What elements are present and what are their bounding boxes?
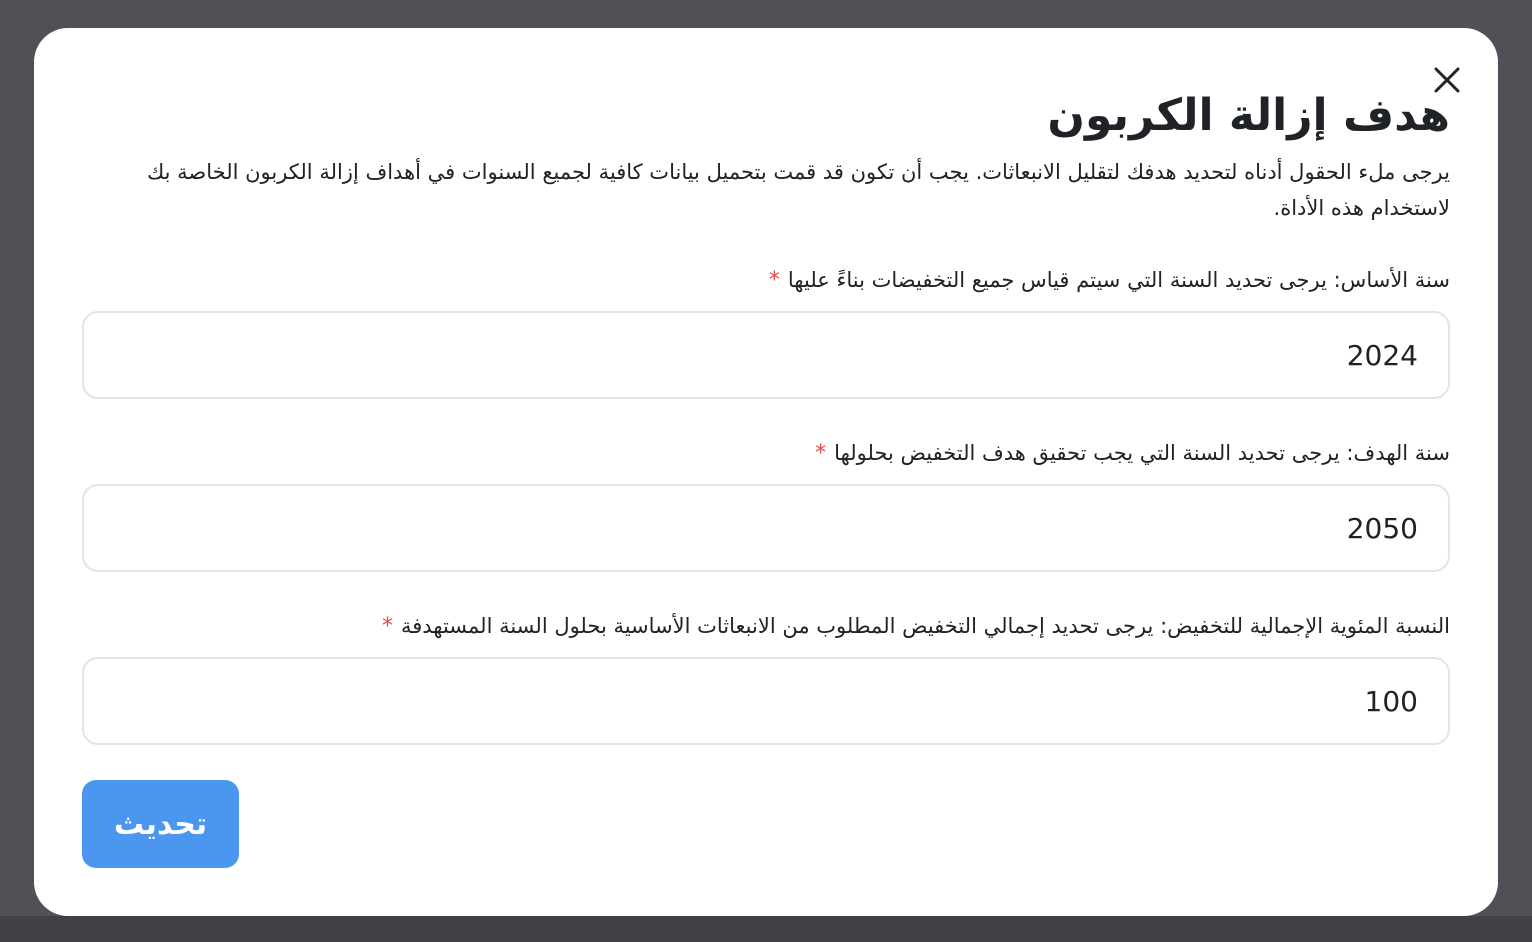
close-icon xyxy=(1432,65,1462,95)
dialog-description: يرجى ملء الحقول أدناه لتحديد هدفك لتقليل الانبعاثات. يجب أن تكون قد قمت بتحميل بيانات كافية لجميع السنوات في أهداف إزالة الكربون الخاصة بك لاستخدام هذه الأداة. xyxy=(146,160,1450,220)
reduction-percentage-label-text: النسبة المئوية الإجمالية للتخفيض: يرجى تحديد إجمالي التخفيض المطلوب من الانبعاثات الأساسية بحلول السنة المستهدفة xyxy=(400,614,1450,638)
decarbonization-target-dialog xyxy=(34,28,1498,916)
target-year-label-text: سنة الهدف: يرجى تحديد السنة التي يجب تحقيق هدف التخفيض بحلولها xyxy=(834,441,1450,465)
target-year-field xyxy=(82,437,1450,572)
required-marker: * xyxy=(815,441,827,466)
target-year-label xyxy=(82,437,1450,470)
base-year-field xyxy=(82,264,1450,399)
base-year-label xyxy=(82,264,1450,297)
reduction-percentage-input[interactable] xyxy=(82,657,1450,745)
required-marker: * xyxy=(381,614,393,639)
target-year-input[interactable] xyxy=(82,484,1450,572)
backdrop-panel xyxy=(0,916,1532,942)
base-year-input[interactable] xyxy=(82,311,1450,399)
reduction-percentage-field xyxy=(82,610,1450,745)
close-button[interactable] xyxy=(1432,65,1462,95)
dialog-title: هدف إزالة الكربون xyxy=(1047,90,1450,141)
required-marker: * xyxy=(768,268,780,293)
base-year-label-text: سنة الأساس: يرجى تحديد السنة التي سيتم قياس جميع التخفيضات بناءً عليها xyxy=(787,268,1450,292)
reduction-percentage-label xyxy=(82,610,1450,643)
update-button[interactable]: تحديث xyxy=(82,780,239,868)
